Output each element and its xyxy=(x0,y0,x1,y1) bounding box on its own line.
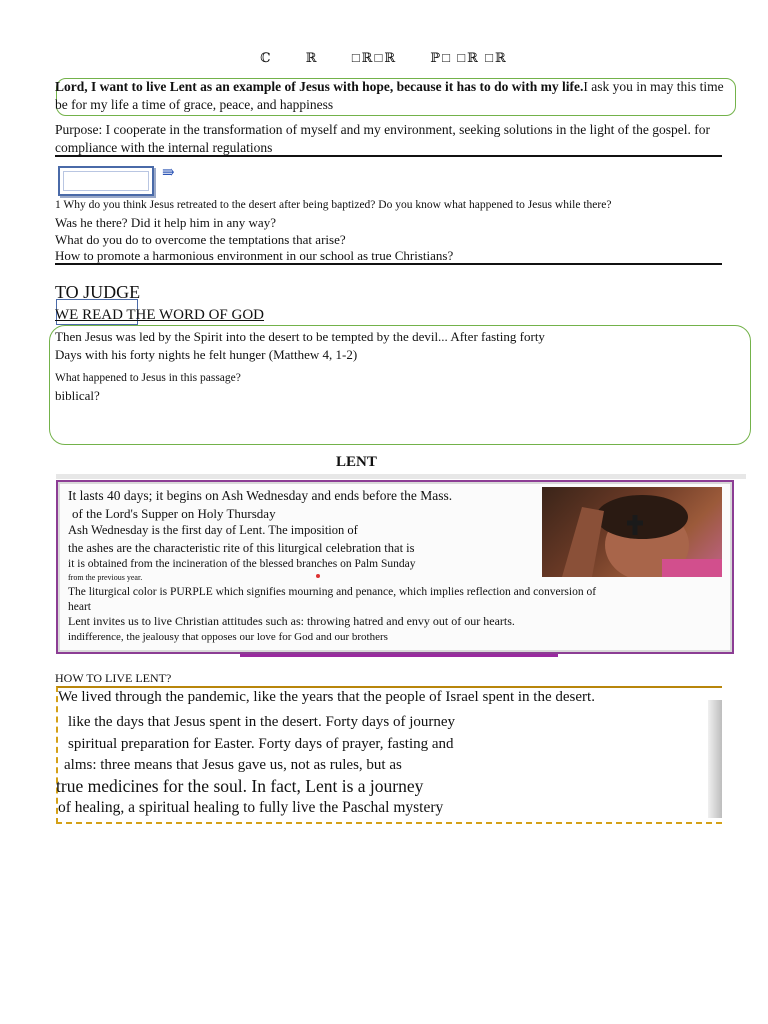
how-line-1: We lived through the pandemic, like the years that the people of Israel spent in the desert. xyxy=(58,689,595,705)
divider xyxy=(55,263,722,265)
judge-title: TO JUDGE xyxy=(55,282,141,302)
how-shadow xyxy=(708,700,722,818)
arrow-icon: ⇛ xyxy=(162,165,175,181)
how-line-6: of healing, a spiritual healing to fully live the Paschal mystery xyxy=(58,799,444,816)
word-question: What happened to Jesus in this passage? xyxy=(55,372,241,384)
lent-line-7: The liturgical color is PURPLE which signifies mourning and penance, which implies reflection and conversion of xyxy=(68,586,597,598)
prayer-text xyxy=(55,78,725,114)
word-line-1: Then Jesus was led by the Spirit into the desert to be tempted by the devil... After fasting forty xyxy=(55,329,545,344)
lent-line-9: Lent invites us to live Christian attitudes such as: throwing hatred and envy out of our hearts. xyxy=(68,614,515,628)
header-letter: ℙ□ □ℝ □ℝ xyxy=(430,50,508,65)
how-line-3: spiritual preparation for Easter. Forty days of prayer, fasting and xyxy=(68,736,454,752)
lent-title: LENT xyxy=(336,454,377,470)
prayer-bold: Lord, I want to live Lent as an example of Jesus with hope, because it has to do with my life. xyxy=(55,79,584,94)
how-line-4: alms: three means that Jesus gave us, not as rules, but as xyxy=(64,757,402,773)
lent-line-10: indifference, the jealousy that opposes our love for God and our brothers xyxy=(68,631,388,643)
header-letter: ℝ xyxy=(305,50,319,65)
lent-line-2: of the Lord's Supper on Holy Thursday xyxy=(72,506,276,521)
photo-figure-icon xyxy=(542,487,722,577)
question-2: Was he there? Did it help him in any way? xyxy=(55,215,276,230)
purple-underline xyxy=(240,654,558,657)
lent-line-8: heart xyxy=(68,601,91,613)
how-title: HOW TO LIVE LENT? xyxy=(55,671,172,685)
lent-line-4: the ashes are the characteristic rite of this liturgical celebration that is xyxy=(68,541,415,555)
word-question-cont: biblical? xyxy=(55,388,100,403)
word-subtitle: WE READ THE WORD OF GOD xyxy=(55,307,265,323)
purpose-text: Purpose: I cooperate in the transformation of myself and my environment, seeking solutions in the light of the gospel. for compliance with the internal regulations xyxy=(55,122,710,155)
lent-line-3: Ash Wednesday is the first day of Lent. The imposition of xyxy=(68,523,358,537)
lent-line-5: it is obtained from the incineration of the blessed branches on Palm Sunday xyxy=(68,558,416,570)
ash-wednesday-photo xyxy=(542,487,722,577)
header-letter: □ℝ□ℝ xyxy=(351,50,398,65)
question-1: 1 Why do you think Jesus retreated to the desert after being baptized? Do you know what happened to Jesus while there? xyxy=(55,199,612,211)
lent-line-6: from the previous year. xyxy=(68,573,143,582)
prayer-rest: I ask you in may this time be for my life a time of grace, peace, and happiness xyxy=(55,79,724,112)
how-line-2: like the days that Jesus spent in the desert. Forty days of journey xyxy=(68,714,456,730)
divider xyxy=(55,155,722,157)
lent-line-1: It lasts 40 days; it begins on Ash Wednesday and ends before the Mass. xyxy=(68,488,453,503)
red-dot xyxy=(316,574,320,578)
header-letter: ℂ xyxy=(260,50,273,65)
question-3: What do you do to overcome the temptations that arise? xyxy=(55,232,346,247)
how-line-5: true medicines for the soul. In fact, Lent is a journey xyxy=(56,776,424,796)
see-heading-box xyxy=(58,166,154,196)
lent-bar xyxy=(56,474,746,479)
question-4: How to promote a harmonious environment in our school as true Christians? xyxy=(55,248,454,263)
word-line-2: Days with his forty nights he felt hunger (Matthew 4, 1-2) xyxy=(55,347,358,362)
page-header xyxy=(0,50,768,66)
